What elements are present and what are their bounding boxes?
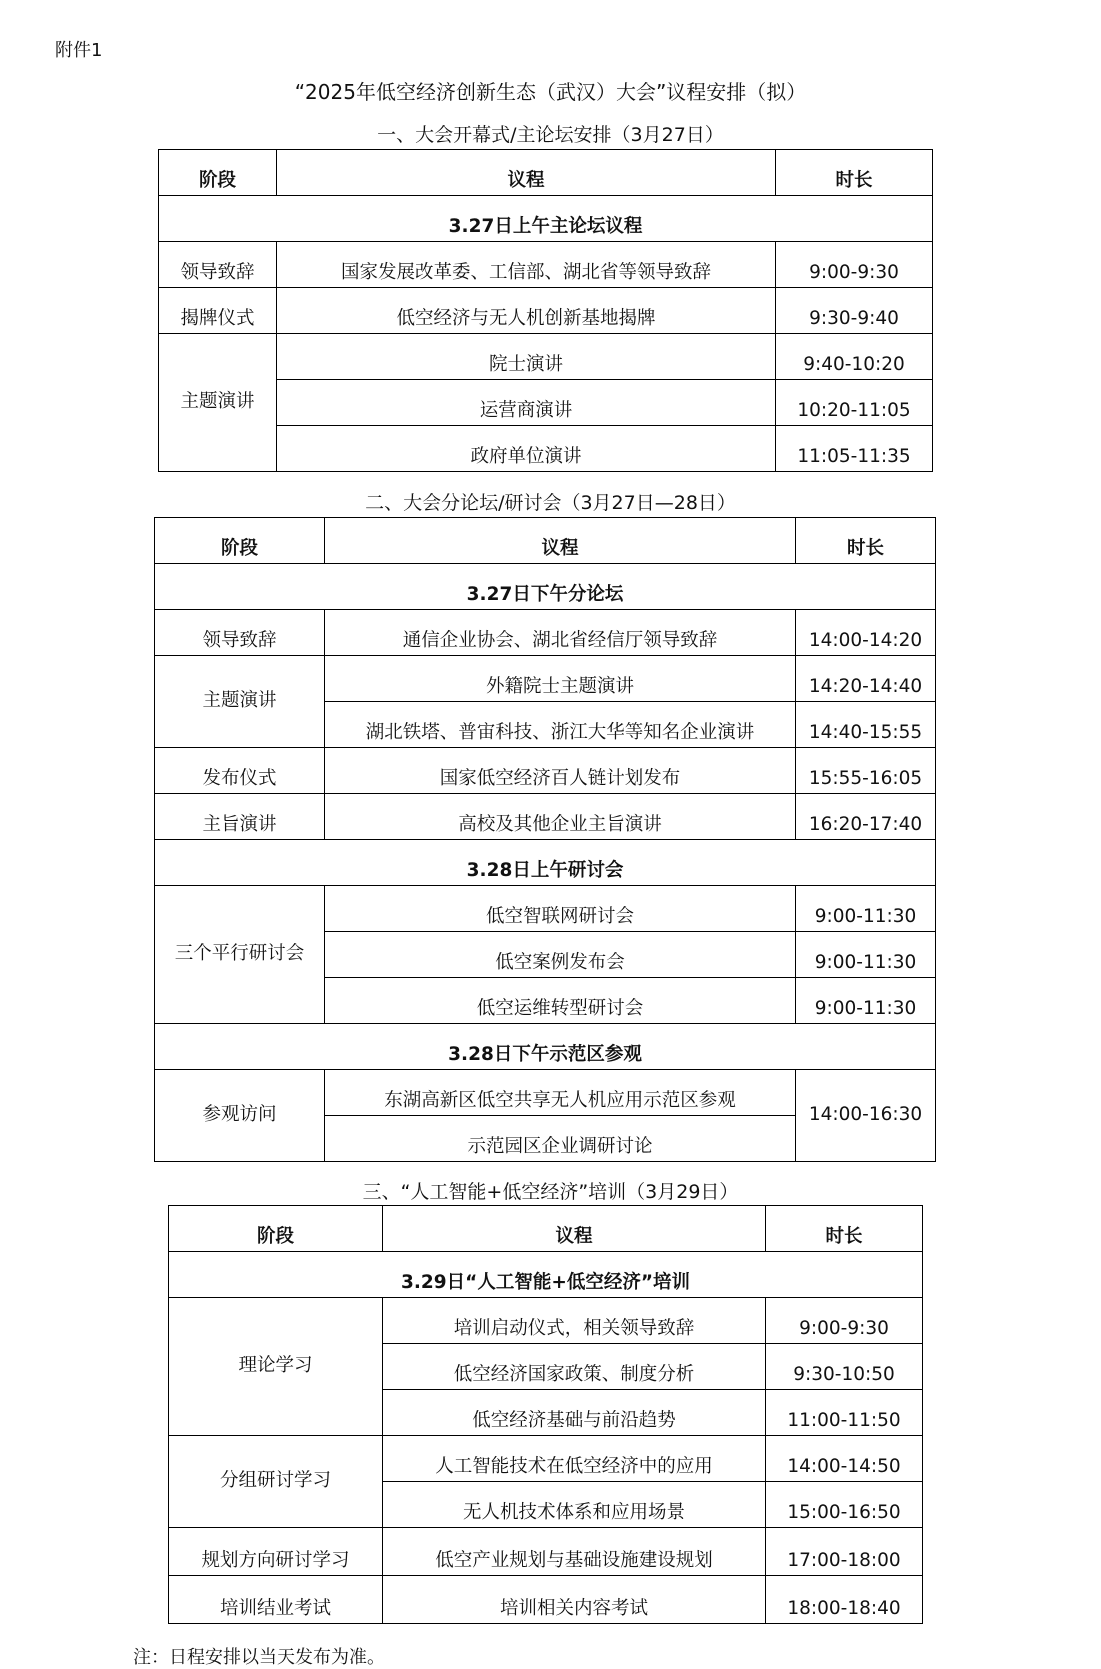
document-title: “2025年低空经济创新生态（武汉）大会”议程安排（拟） [294,80,807,104]
agenda-cell: 运营商演讲 [277,380,776,426]
table-row [159,334,933,380]
time-cell: 16:20-17:40 [796,794,936,840]
agenda-cell: 政府单位演讲 [277,426,776,472]
table-row [155,1070,936,1116]
agenda-cell: 东湖高新区低空共享无人机应用示范区参观 [325,1070,796,1116]
header-time: 时长 [776,150,933,196]
agenda-cell: 高校及其他企业主旨演讲 [325,794,796,840]
time-cell: 18:00-18:40 [766,1576,923,1624]
stage-cell: 主题演讲 [159,334,277,472]
agenda-cell: 低空运维转型研讨会 [325,978,796,1024]
time-cell: 10:20-11:05 [776,380,933,426]
time-cell: 15:55-16:05 [796,748,936,794]
time-cell: 9:00-11:30 [796,886,936,932]
agenda-table-sub-forum [154,517,936,1162]
time-cell: 15:00-16:50 [766,1482,923,1528]
attachment-label: 附件1 [55,40,103,61]
header-time: 时长 [796,518,936,564]
time-cell: 14:00-14:20 [796,610,936,656]
agenda-cell: 低空经济与无人机创新基地揭牌 [277,288,776,334]
agenda-cell: 低空产业规划与基础设施建设规划 [383,1528,766,1576]
stage-cell: 主题演讲 [155,656,325,748]
time-cell: 14:00-16:30 [796,1070,936,1162]
time-cell: 11:05-11:35 [776,426,933,472]
stage-cell: 领导致辞 [155,610,325,656]
stage-cell: 规划方向研讨学习 [169,1528,383,1576]
stage-cell: 发布仪式 [155,748,325,794]
table-row [169,1298,923,1344]
stage-cell: 参观访问 [155,1070,325,1162]
header-stage: 阶段 [159,150,277,196]
footnote: 注：日程安排以当天发布为准。 [133,1647,385,1668]
section-3-title: 三、“人工智能+低空经济”培训（3月29日） [362,1181,739,1203]
table-row [155,886,936,932]
time-cell: 11:00-11:50 [766,1390,923,1436]
stage-cell: 培训结业考试 [169,1576,383,1624]
group-row [155,1024,936,1070]
agenda-cell: 国家低空经济百人链计划发布 [325,748,796,794]
agenda-cell: 国家发展改革委、工信部、湖北省等领导致辞 [277,242,776,288]
table-row [159,242,933,288]
stage-cell: 领导致辞 [159,242,277,288]
time-cell: 9:00-9:30 [766,1298,923,1344]
agenda-cell: 低空经济基础与前沿趋势 [383,1390,766,1436]
group-row [169,1252,923,1298]
agenda-cell: 培训启动仪式，相关领导致辞 [383,1298,766,1344]
agenda-cell: 低空经济国家政策、制度分析 [383,1344,766,1390]
table-row [169,1528,923,1576]
time-cell: 14:20-14:40 [796,656,936,702]
stage-cell: 三个平行研讨会 [155,886,325,1024]
table-row [155,656,936,702]
agenda-cell: 湖北铁塔、普宙科技、浙江大华等知名企业演讲 [325,702,796,748]
table-header-row [155,518,936,564]
agenda-cell: 低空智联网研讨会 [325,886,796,932]
agenda-cell: 外籍院士主题演讲 [325,656,796,702]
time-cell: 14:00-14:50 [766,1436,923,1482]
table-row [169,1436,923,1482]
group-title: 3.28日下午示范区参观 [155,1024,936,1070]
stage-cell: 分组研讨学习 [169,1436,383,1528]
table-row [169,1576,923,1624]
group-row [155,564,936,610]
table-header-row [169,1206,923,1252]
agenda-cell: 院士演讲 [277,334,776,380]
table-row [155,610,936,656]
section-1-title: 一、大会开幕式/主论坛安排（3月27日） [377,124,724,146]
agenda-table-main-forum [158,149,933,472]
agenda-table-training [168,1205,923,1624]
time-cell: 9:30-9:40 [776,288,933,334]
stage-cell: 理论学习 [169,1298,383,1436]
time-cell: 9:40-10:20 [776,334,933,380]
time-cell: 9:30-10:50 [766,1344,923,1390]
time-cell: 14:40-15:55 [796,702,936,748]
time-cell: 9:00-9:30 [776,242,933,288]
table-row [159,288,933,334]
agenda-cell: 人工智能技术在低空经济中的应用 [383,1436,766,1482]
agenda-cell: 低空案例发布会 [325,932,796,978]
header-time: 时长 [766,1206,923,1252]
table-row [155,794,936,840]
table-row [155,748,936,794]
stage-cell: 主旨演讲 [155,794,325,840]
group-title: 3.27日上午主论坛议程 [159,196,933,242]
header-stage: 阶段 [155,518,325,564]
group-row [155,840,936,886]
group-title: 3.29日“人工智能+低空经济”培训 [169,1252,923,1298]
group-title: 3.28日上午研讨会 [155,840,936,886]
header-agenda: 议程 [325,518,796,564]
header-stage: 阶段 [169,1206,383,1252]
section-2-title: 二、大会分论坛/研讨会（3月27日—28日） [365,492,736,514]
header-agenda: 议程 [383,1206,766,1252]
agenda-cell: 无人机技术体系和应用场景 [383,1482,766,1528]
table-header-row [159,150,933,196]
time-cell: 17:00-18:00 [766,1528,923,1576]
agenda-cell: 培训相关内容考试 [383,1576,766,1624]
header-agenda: 议程 [277,150,776,196]
group-row [159,196,933,242]
time-cell: 9:00-11:30 [796,932,936,978]
stage-cell: 揭牌仪式 [159,288,277,334]
agenda-cell: 通信企业协会、湖北省经信厅领导致辞 [325,610,796,656]
group-title: 3.27日下午分论坛 [155,564,936,610]
agenda-cell: 示范园区企业调研讨论 [325,1116,796,1162]
time-cell: 9:00-11:30 [796,978,936,1024]
